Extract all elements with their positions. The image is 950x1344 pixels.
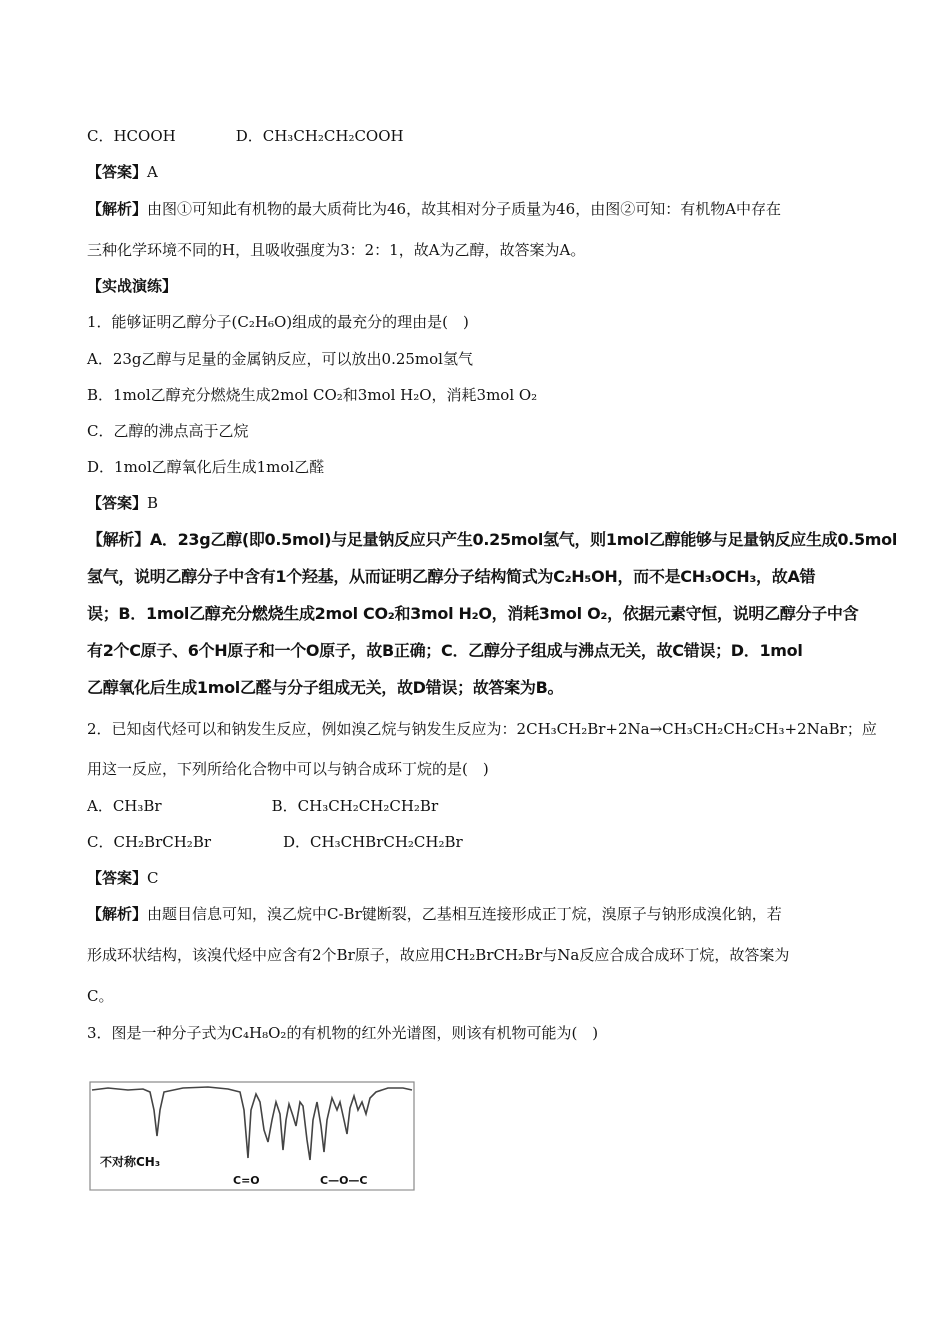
explanation-1-line3: 误；B．1mol乙醇充分燃烧生成2mol CO₂和3mol H₂O，消耗3mol O₂，依据元素守恒，说明乙醇分子中含 bbox=[87, 604, 859, 623]
explanation-tag: 【解析】 bbox=[87, 530, 150, 549]
answer-2 bbox=[87, 868, 159, 888]
explanation-0-line1 bbox=[87, 199, 781, 219]
question-1-option-a: A．23g乙醇与足量的金属钠反应，可以放出0.25mol氢气 bbox=[87, 350, 473, 368]
explanation-0-line2: 三种化学环境不同的H，且吸收强度为3：2：1，故A为乙醇，故答案为A。 bbox=[87, 241, 586, 259]
question-2-option-c: C．CH₂BrCH₂Br bbox=[87, 833, 212, 851]
spectrum-trace bbox=[92, 1087, 412, 1160]
answer-value: B bbox=[147, 494, 159, 512]
answer-0 bbox=[87, 162, 158, 182]
answer-value: A bbox=[147, 163, 158, 181]
answer-tag: 【答案】 bbox=[87, 869, 148, 887]
question-1-option-c: C．乙醇的沸点高于乙烷 bbox=[87, 422, 249, 440]
answer-tag: 【答案】 bbox=[87, 163, 148, 181]
label-coc: C—O—C bbox=[320, 1174, 368, 1187]
question-2-line1: 2．已知卤代烃可以和钠发生反应，例如溴乙烷与钠发生反应为：2CH₃CH₂Br+2Na→CH₃CH₂CH₂CH₃+2NaBr；应 bbox=[87, 720, 877, 738]
explanation-1-line1 bbox=[87, 530, 897, 550]
label-ch3: 不对称CH₃ bbox=[100, 1155, 161, 1169]
question-1-option-b: B．1mol乙醇充分燃烧生成2mol CO₂和3mol H₂O，消耗3mol O₂ bbox=[87, 386, 538, 404]
question-2-option-b: B．CH₃CH₂CH₂CH₂Br bbox=[271, 797, 439, 815]
question-2-line2: 用这一反应，下列所给化合物中可以与钠合成环丁烷的是( ) bbox=[87, 760, 489, 778]
explanation-2-line1 bbox=[87, 904, 782, 924]
question-2-option-d: D．CH₃CHBrCH₂CH₂Br bbox=[283, 833, 463, 851]
ir-spectrum-figure bbox=[88, 1080, 418, 1194]
question-1-option-d: D．1mol乙醇氧化后生成1mol乙醛 bbox=[87, 458, 325, 476]
explanation-text: 由图①可知此有机物的最大质荷比为46，故其相对分子质量为46，由图②可知：有机物A中存在 bbox=[147, 200, 782, 218]
question-1: 1．能够证明乙醇分子(C₂H₆O)组成的最充分的理由是( ) bbox=[87, 313, 469, 331]
explanation-text: A．23g乙醇(即0.5mol)与足量钠反应只产生0.25mol氢气，则1mol乙醇能够与足量钠反应生成0.5mol bbox=[149, 530, 898, 549]
explanation-1-line5: 乙醇氧化后生成1mol乙醛与分子组成无关，故D错误；故答案为B。 bbox=[87, 678, 564, 697]
explanation-1-line4: 有2个C原子、6个H原子和一个O原子，故B正确；C．乙醇分子组成与沸点无关，故C错误；D．1mol bbox=[87, 641, 803, 660]
option-c-d bbox=[87, 126, 404, 146]
answer-value: C bbox=[147, 869, 159, 887]
question-2-option-a: A．CH₃Br bbox=[87, 797, 162, 815]
question-3: 3．图是一种分子式为C₄H₈O₂的有机物的红外光谱图，则该有机物可能为( ) bbox=[87, 1024, 599, 1042]
question-2-options-cd bbox=[87, 832, 463, 852]
label-co: C=O bbox=[233, 1174, 260, 1187]
option-d: D．CH₃CH₂CH₂COOH bbox=[235, 127, 404, 145]
section-heading: 【实战演练】 bbox=[87, 277, 178, 295]
explanation-1-line2: 氢气，说明乙醇分子中含有1个羟基，从而证明乙醇分子结构简式为C₂H₅OH，而不是CH₃OCH₃，故A错 bbox=[87, 567, 816, 586]
answer-tag: 【答案】 bbox=[87, 494, 148, 512]
explanation-2-line2: 形成环状结构，该溴代烃中应含有2个Br原子，故应用CH₂BrCH₂Br与Na反应合成合成环丁烷，故答案为 bbox=[87, 946, 790, 964]
explanation-tag: 【解析】 bbox=[87, 200, 148, 218]
explanation-text: 由题目信息可知，溴乙烷中C-Br键断裂，乙基相互连接形成正丁烷，溴原子与钠形成溴化钠，若 bbox=[147, 905, 782, 923]
explanation-2-line3: C。 bbox=[87, 987, 114, 1005]
question-2-options-ab bbox=[87, 796, 438, 816]
option-c: C．HCOOH bbox=[87, 127, 176, 145]
explanation-tag: 【解析】 bbox=[87, 905, 148, 923]
answer-1 bbox=[87, 493, 158, 513]
